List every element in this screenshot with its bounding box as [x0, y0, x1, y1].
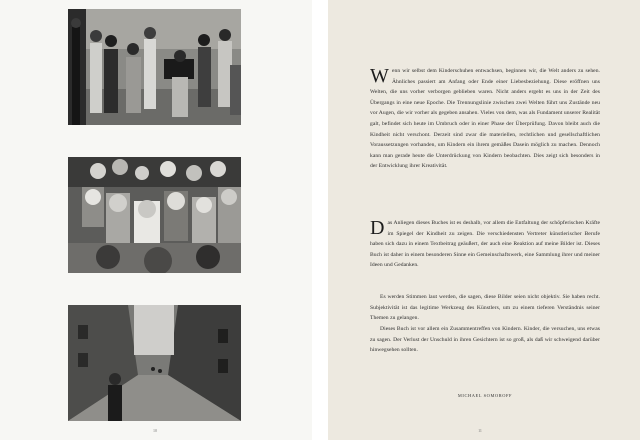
street-crowd-photo-icon — [68, 9, 241, 125]
left-page-number: 10 — [153, 428, 157, 433]
book-gutter — [312, 0, 328, 440]
left-page — [0, 0, 312, 440]
dropcap-d: D — [370, 217, 385, 239]
author-signature: MICHAEL SOMOROFF — [457, 393, 513, 398]
photo-alley-child — [68, 305, 241, 421]
photo-children-group — [68, 157, 241, 273]
photo-street-crowd — [68, 9, 241, 125]
paragraph-book-purpose-text: as Anliegen dieses Buches ist es deshalb, vor allem die Entfaltung der schöpferischen Kräfte im Spiegel der Kindheit zu zeigen. Die verschiedensten Vertreter künstlerischer Berufe haben sich dazu in einem Textbeitrag geäußert, der auch eine Reaktion auf meine Bilder ist. Dieses Buch ist daher in einem besonderen Sinne ein Gemeinschaftswerk, eine Sammlung ihrer und meiner Ideen und Gedanken. — [370, 220, 600, 269]
paragraph-children-encounter: Dieses Buch ist vor allem ein Zusammentreffen von Kindern. Kinder, die versuchen, uns etwas zu sagen. Der Verlust der Unschuld in ihren Gesichtern ist so groß, als daß wir schweigend darüber hinwegsehen sollten. — [370, 326, 600, 354]
right-page-number: 11 — [478, 428, 482, 433]
alley-child-photo-icon — [68, 305, 241, 421]
paragraph-book-purpose — [370, 218, 600, 271]
paragraph-subjectivity: Es werden Stimmen laut werden, die sagen, diese Bilder seien nicht objektiv. Sie haben recht. Subjektivität ist das legitime Werkzeug des Künstlers, um zu einem tieferen Verständnis seiner Themen zu gelangen. — [370, 294, 600, 322]
paragraph-introduction-text: enn wir selbst dem Kinderschuhen entwachsen, beginnen wir, die Welt anders zu sehen. Ähnliches passiert am Anfang oder Ende einer Liebesbeziehung. Diese eröffnen uns Welten, die uns vorher verborgen geblieben waren. Nicht anders ergeht es uns in der Zeit des Übergangs in eine neue Epoche. Die Trennungslinie zwischen zwei Welten führt uns Zustände neu vor Augen, die wir vorher als gegeben ansahen. Vieles von dem, was als Fundament unserer Realität galt, befindet sich heute im Umbruch oder in einer Phase der Überprüfung. Davon bleibt auch die Kindheit nicht verschont. Derzeit sind zwar die materiellen, rechtlichen und gesellschaftlichen Voraussetzungen vorhanden, um Kindern ein ihrem gemäßes Dasein möglich zu machen. Dennoch kann man gerade heute die Unterdrückung von Kindern beobachten. Dies zeigt sich besonders in der Entwicklung ihrer Kreativität. — [370, 68, 600, 170]
dropcap-w: W — [370, 65, 389, 87]
children-group-photo-icon — [68, 157, 241, 273]
paragraph-introduction — [370, 66, 600, 172]
